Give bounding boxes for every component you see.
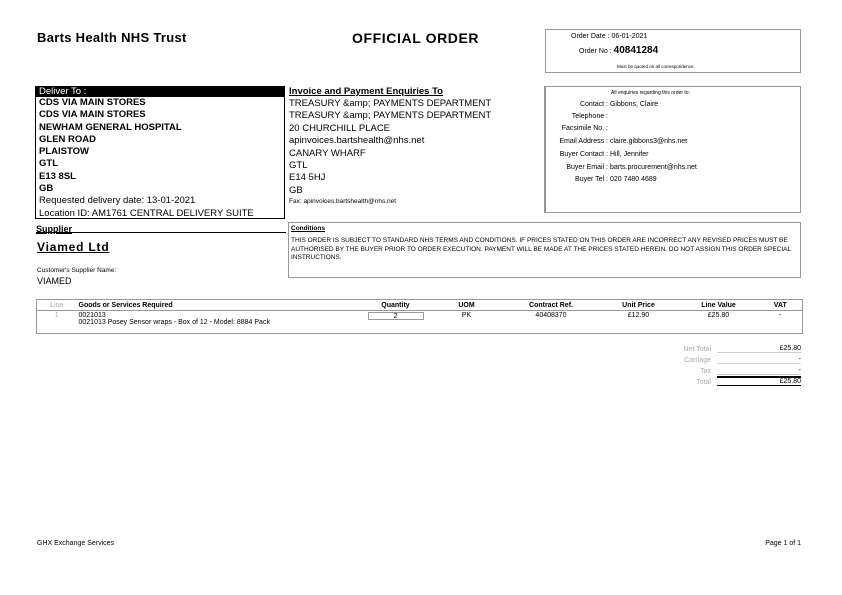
order-no-value: 40841284 <box>613 45 659 56</box>
net-total-label: Net Total <box>683 346 711 353</box>
conditions-text: THIS ORDER IS SUBJECT TO STANDARD NHS TERMS AND CONDITIONS. IF PRICES STATED ON THIS ORDER ARE INCORRECT ANY REVISED PRICES MUST BE AUTHORISED BY THE BUYER PRIOR TO ORDER EXECUTION. PAYMENT WILL BE MADE AT THE PRICES STATED HEREIN. DO NOT ASSIGN THIS ORDER SPECIAL INSTRUCTIONS. <box>291 237 791 261</box>
email-label: Email Address : <box>559 138 608 145</box>
line-uom: PK <box>430 311 504 334</box>
invoice-email: apinvoices.bartshealth@nhs.net <box>289 135 425 147</box>
tax-label: Tax <box>700 368 711 375</box>
order-date-label: Order Date : <box>571 33 610 40</box>
net-total-row <box>661 342 801 353</box>
footer-provider: GHX Exchange Services <box>37 540 115 547</box>
col-line-value: Line Value <box>679 300 759 311</box>
invoice-line: 20 CHURCHILL PLACE <box>289 122 391 134</box>
line-unit-price: £12.90 <box>599 311 679 334</box>
requested-delivery-date: Requested delivery date: 13-01-2021 <box>39 195 196 207</box>
table-header-row <box>37 300 803 311</box>
telephone-label: Telephone : <box>571 113 608 120</box>
table-row <box>37 311 803 334</box>
line-value: £25.80 <box>679 311 759 334</box>
net-total-value: £25.80 <box>717 345 801 353</box>
buyer-email-label: Buyer Email : <box>566 164 608 171</box>
total-row <box>661 375 801 386</box>
contact-row <box>546 101 658 108</box>
order-date-value: 06-01-2021 <box>611 33 648 40</box>
col-goods: Goods or Services Required <box>77 300 362 311</box>
invoice-line: TREASURY &amp; PAYMENTS DEPARTMENT <box>289 110 492 122</box>
quantity-value: 2 <box>368 312 424 320</box>
invoice-fax: Fax: apinvoices.bartshealth@nhs.net <box>289 198 397 205</box>
deliver-to-box <box>35 86 285 219</box>
deliver-line: GLEN ROAD <box>39 133 96 145</box>
document-title: OFFICIAL ORDER <box>352 30 480 46</box>
buyer-contact-row <box>546 151 648 158</box>
line-contract-ref: 40408370 <box>504 311 599 334</box>
col-contract-ref: Contract Ref. <box>504 300 599 311</box>
order-info-box <box>545 29 801 73</box>
customer-supplier-value: VIAMED <box>37 276 72 286</box>
buyer-tel-value: 020 7480 4689 <box>609 176 657 183</box>
deliver-line: PLAISTOW <box>39 146 89 158</box>
col-unit-price: Unit Price <box>599 300 679 311</box>
email-row <box>546 138 687 145</box>
invoice-line: GB <box>289 184 303 196</box>
order-no-row <box>579 45 658 56</box>
buyer-tel-label: Buyer Tel : <box>575 176 608 183</box>
location-id: Location ID: AM1761 CENTRAL DELIVERY SUITE <box>39 207 254 219</box>
contact-value: Gibbons, Claire <box>609 101 659 108</box>
deliver-line: NEWHAM GENERAL HOSPITAL <box>39 121 182 133</box>
invoice-line: TREASURY &amp; PAYMENTS DEPARTMENT <box>289 98 492 109</box>
deliver-line: CDS VIA MAIN STORES <box>39 97 146 108</box>
supplier-name: Viamed Ltd <box>37 240 110 254</box>
buyer-tel-row <box>546 176 657 183</box>
total-value: £25.80 <box>717 376 801 386</box>
tax-value: - <box>717 367 801 375</box>
line-vat: - <box>759 311 803 334</box>
contact-note: All enquiries regarding this order to: <box>611 90 690 96</box>
deliver-line: CDS VIA MAIN STORES <box>39 109 146 121</box>
invoice-heading: Invoice and Payment Enquiries To <box>289 86 443 97</box>
facsimile-row <box>546 125 608 132</box>
deliver-line: E13 8SL <box>39 170 76 182</box>
buyer-email-row <box>546 164 697 171</box>
line-quantity-cell <box>362 311 430 334</box>
deliver-to-heading: Deliver To : <box>36 87 284 97</box>
item-description: 0021013 Posey Sensor wraps - Box of 12 - Model: 8884 Pack <box>78 319 270 326</box>
order-note: Must be quoted on all correspondence. <box>617 64 695 69</box>
order-date-row <box>571 33 647 40</box>
col-vat: VAT <box>759 300 803 311</box>
carriage-label: Carriage <box>684 357 711 364</box>
invoice-line: GTL <box>289 160 308 172</box>
conditions-heading: Conditions <box>291 225 325 232</box>
order-no-label: Order No : <box>579 48 612 55</box>
line-number: 1 <box>37 311 77 334</box>
col-line: Line <box>37 300 77 311</box>
total-label: Total <box>696 379 711 386</box>
totals-block <box>661 342 801 386</box>
tax-row <box>661 364 801 375</box>
supplier-divider <box>36 232 286 233</box>
item-code: 0021013 <box>78 312 106 319</box>
deliver-line: GTL <box>39 158 58 170</box>
buyer-email-value: barts.procurement@nhs.net <box>609 164 697 171</box>
supplier-heading: Supplier <box>36 224 73 234</box>
buyer-contact-label: Buyer Contact : <box>559 151 608 158</box>
buyer-contact-value: Hill, Jennifer <box>609 151 649 158</box>
page-number: Page 1 of 1 <box>765 540 801 547</box>
carriage-row <box>661 353 801 364</box>
carriage-value: - <box>717 356 801 364</box>
telephone-row <box>546 113 608 120</box>
deliver-line: GB <box>39 183 54 195</box>
invoice-address <box>289 98 491 197</box>
customer-supplier-label: Customer's Supplier Name: <box>37 267 117 274</box>
email-value: claire.gibbons3@nhs.net <box>609 138 688 145</box>
invoice-line: E14 5HJ <box>289 172 326 184</box>
facsimile-label: Facsimile No. : <box>561 125 608 132</box>
trust-name: Barts Health NHS Trust <box>37 30 187 45</box>
col-uom: UOM <box>430 300 504 311</box>
contact-box <box>545 86 801 213</box>
conditions-box <box>288 222 801 278</box>
col-quantity: Quantity <box>362 300 430 311</box>
line-goods <box>77 311 362 334</box>
contact-label: Contact : <box>579 101 608 108</box>
invoice-line: CANARY WHARF <box>289 147 366 159</box>
order-lines-table <box>36 299 803 334</box>
